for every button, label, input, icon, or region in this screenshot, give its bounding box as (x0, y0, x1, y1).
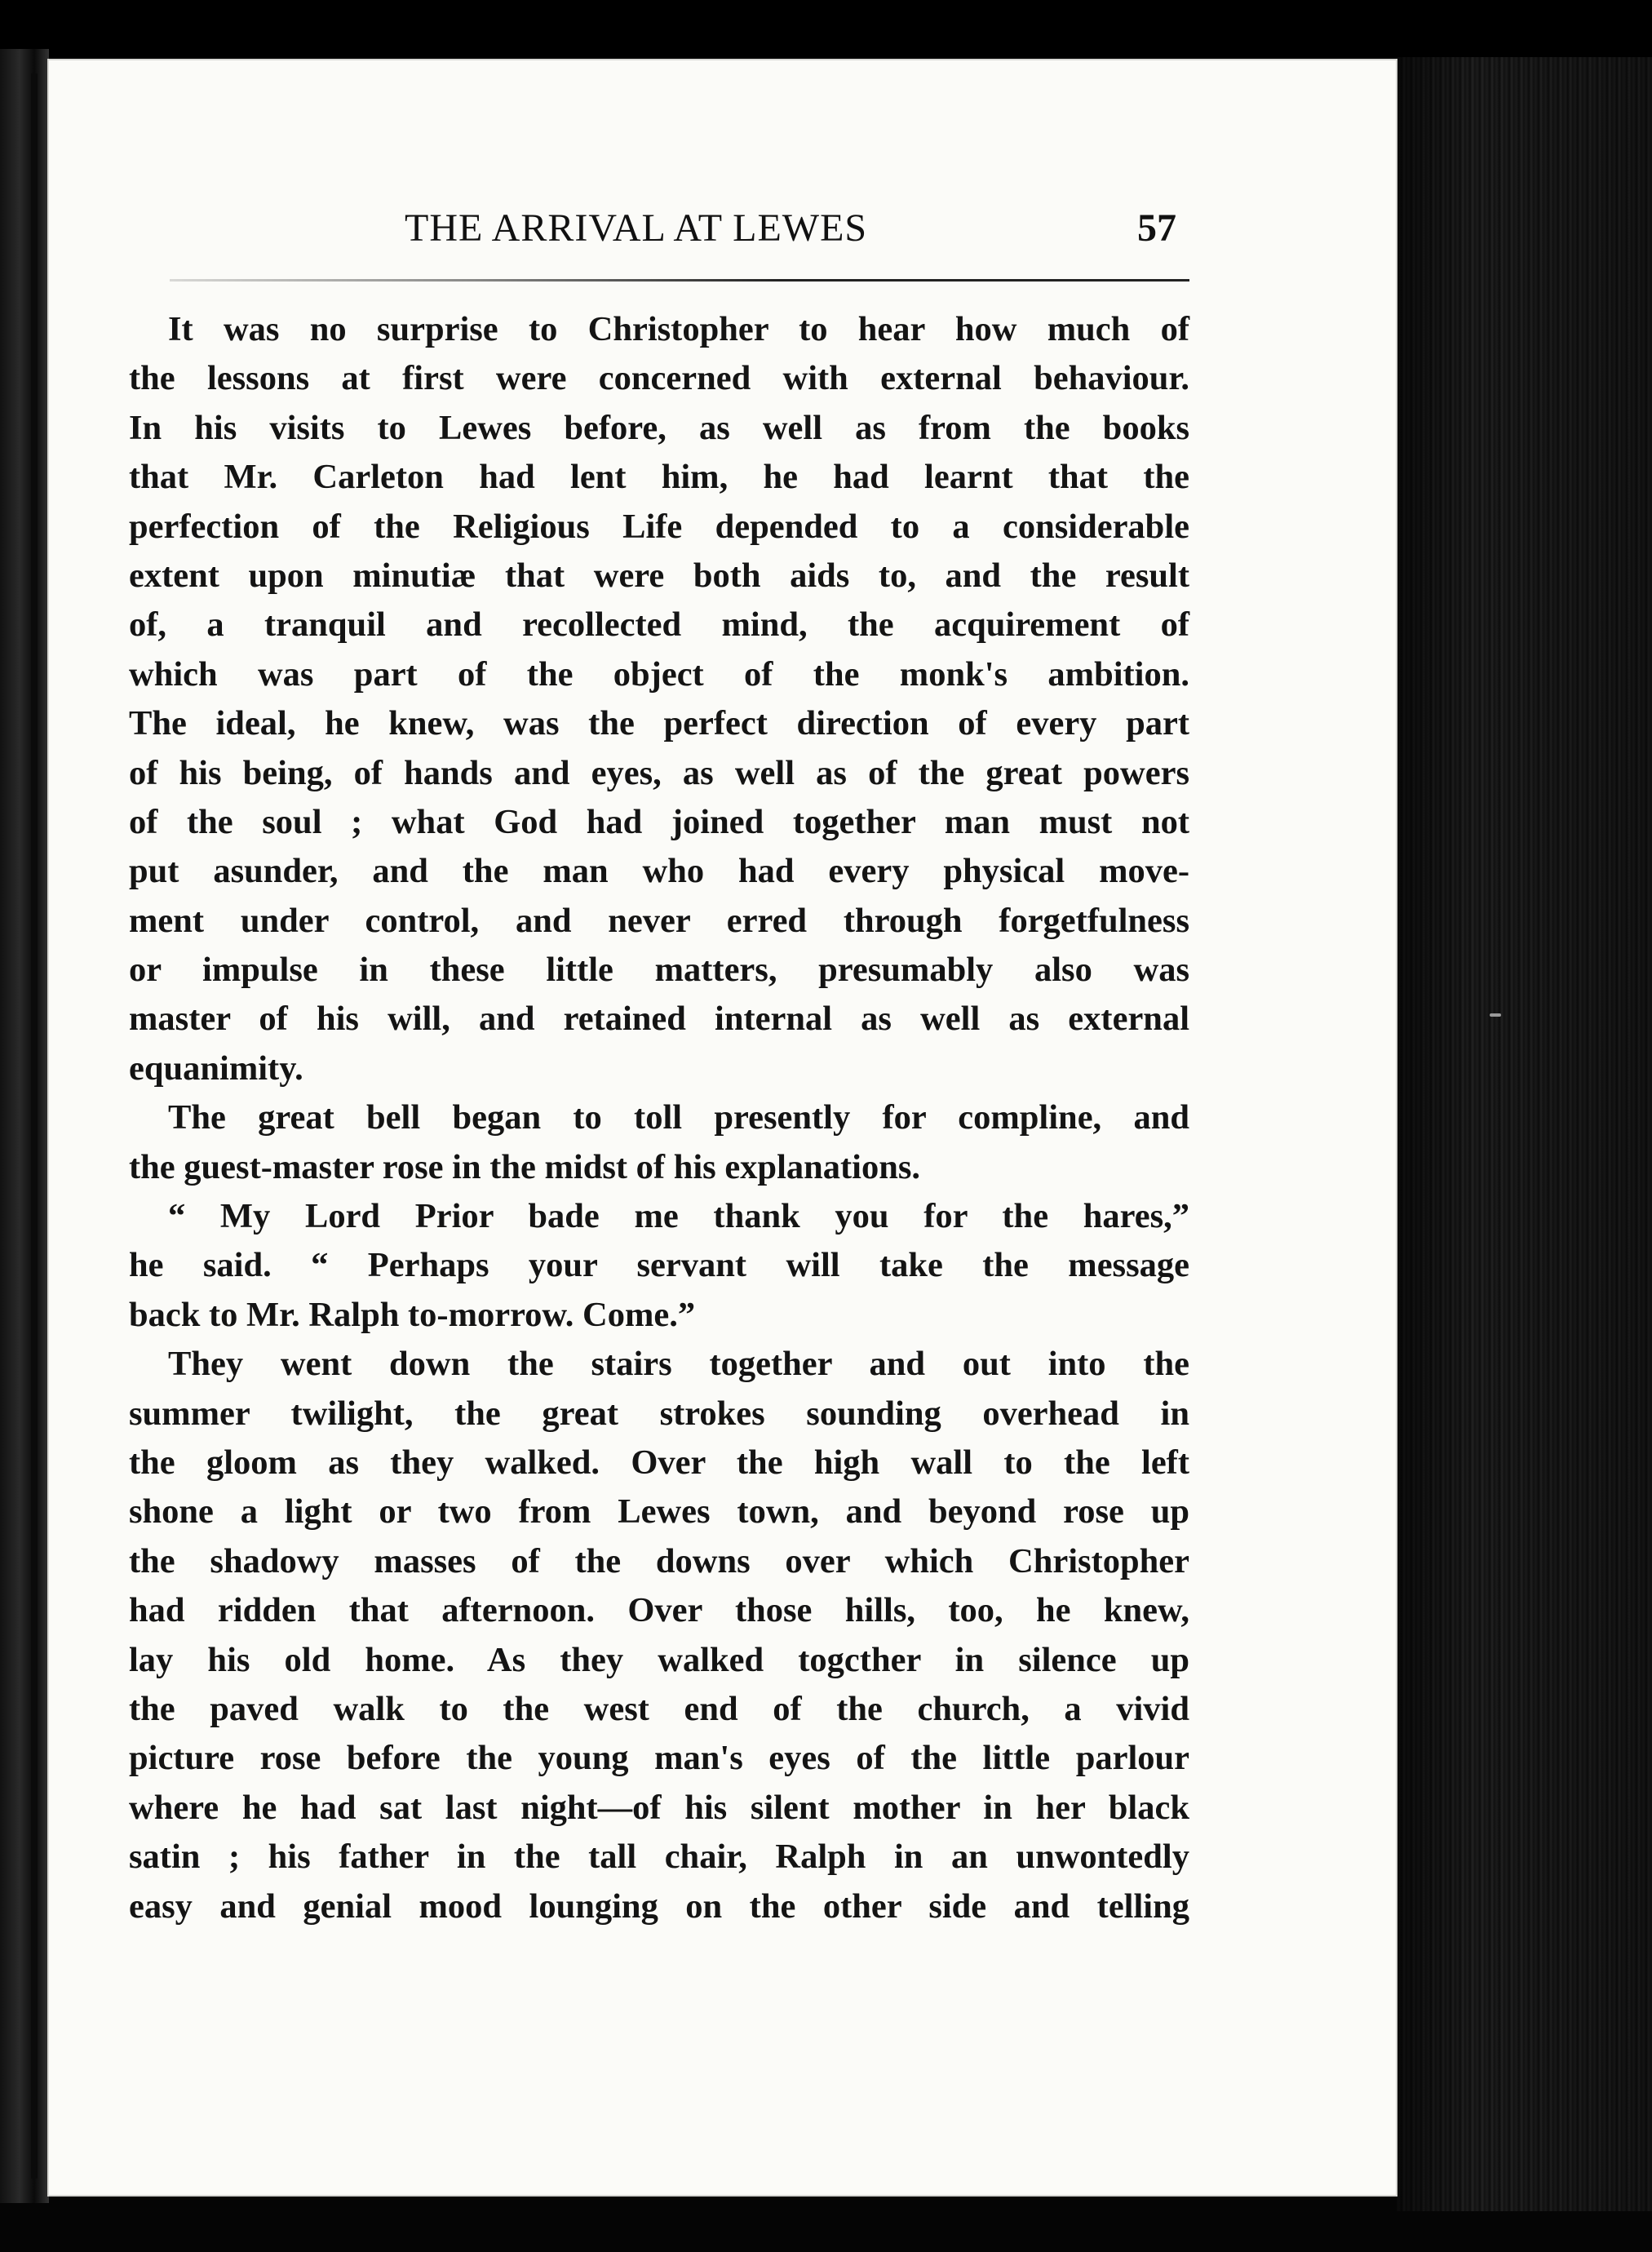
page-number: 57 (1137, 206, 1176, 250)
book-binding-left (0, 49, 49, 2203)
text-line: picture rose before the young man's eyes of the little parlour (129, 1739, 1189, 1778)
text-line: of, a tranquil and recollected mind, the acquirement of (129, 605, 1189, 645)
text-line: where he had sat last night—of his silent mother in her black (129, 1788, 1189, 1827)
chapter-title: THE ARRIVAL AT LEWES (405, 206, 868, 250)
text-line: had ridden that afternoon. Over those hills, too, he knew, (129, 1591, 1189, 1630)
text-line: put asunder, and the man who had every physical move- (129, 852, 1189, 891)
text-line: that Mr. Carleton had lent him, he had learnt that the (129, 458, 1189, 497)
text-line: ment under control, and never erred through forgetfulness (129, 901, 1189, 940)
scan-border-top (0, 0, 1652, 65)
text-line: summer twilight, the great strokes sounding overhead in (129, 1394, 1189, 1433)
text-line: the lessons at first were concerned with external behaviour. (129, 359, 1189, 398)
text-line: In his visits to Lewes before, as well as from the books (129, 408, 1189, 447)
text-line: the guest-master rose in the midst of his explanations. (129, 1147, 921, 1186)
text-line: or impulse in these little matters, presumably also was (129, 951, 1189, 990)
text-line: lay his old home. As they walked togcther in silence up (129, 1640, 1189, 1679)
text-line: the shadowy masses of the downs over which Christopher (129, 1541, 1189, 1580)
body-text (129, 305, 1189, 1931)
text-line: “ My Lord Prior bade me thank you for the hares,” (168, 1197, 1189, 1236)
text-line: the gloom as they walked. Over the high wall to the left (129, 1443, 1189, 1482)
text-line: which was part of the object of the monk's ambition. (129, 654, 1189, 694)
text-line: the paved walk to the west end of the church, a vivid (129, 1689, 1189, 1728)
text-line: equanimity. (129, 1048, 303, 1088)
text-line: master of his will, and retained internal as well as external (129, 1000, 1189, 1039)
text-line: The ideal, he knew, was the perfect direction of every part (129, 704, 1189, 743)
text-line: of the soul ; what God had joined together man must not (129, 802, 1189, 841)
text-line: They went down the stairs together and out into the (168, 1345, 1189, 1384)
text-line: The great bell began to toll presently for compline, and (168, 1098, 1189, 1137)
book-page (47, 59, 1397, 2197)
edge-speck (1490, 1013, 1501, 1017)
text-line: satin ; his father in the tall chair, Ralph in an unwontedly (129, 1838, 1189, 1877)
book-edge-shadow (1397, 57, 1652, 2211)
text-line: back to Mr. Ralph to-morrow. Come.” (129, 1295, 696, 1334)
text-line: of his being, of hands and eyes, as well as of the great powers (129, 753, 1189, 792)
header-rule (170, 279, 1189, 282)
running-head (129, 206, 1189, 271)
text-line: easy and genial mood lounging on the other side and telling (129, 1886, 1189, 1926)
text-line: It was no surprise to Christopher to hear how much of (168, 310, 1189, 348)
text-line: shone a light or two from Lewes town, and beyond rose up (129, 1492, 1189, 1532)
binding-gutter-line (31, 73, 38, 2179)
text-line: extent upon minutiæ that were both aids to, and the result (129, 556, 1189, 595)
text-line: perfection of the Religious Life depended to a considerable (129, 507, 1189, 546)
text-line: he said. “ Perhaps your servant will take the message (129, 1246, 1189, 1285)
